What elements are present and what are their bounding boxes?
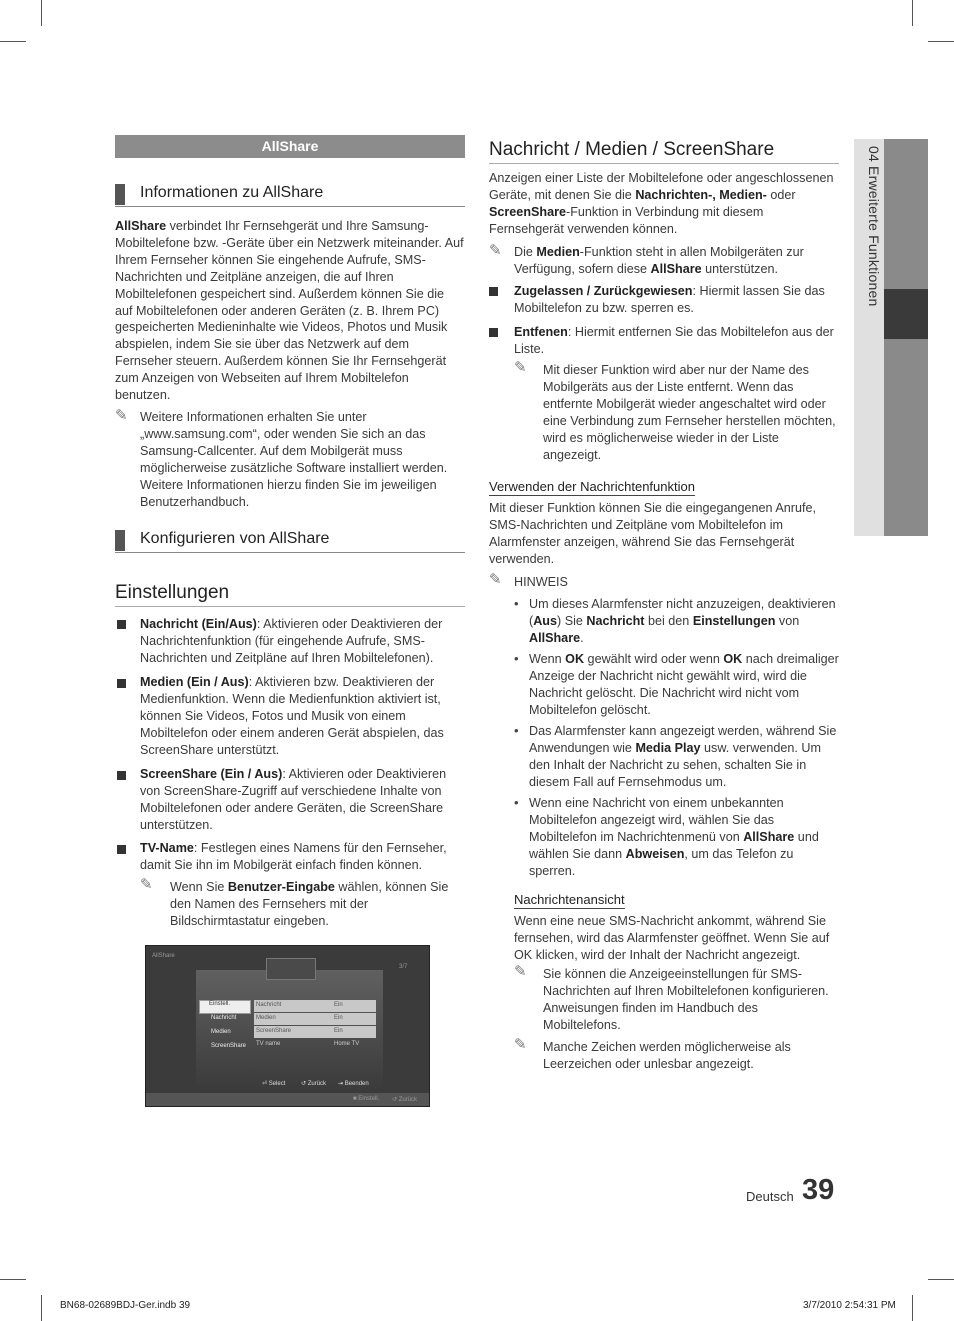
tv-menu-item-settings: Einstell.: [199, 1000, 251, 1014]
note-pencil-icon: ✎: [514, 359, 527, 376]
tv-menu-item-screenshare: ScreenShare: [211, 1043, 247, 1049]
page-language: Deutsch: [746, 1189, 794, 1204]
heading-marker: [115, 184, 125, 205]
bullet-dot-icon: •: [514, 723, 519, 738]
square-bullet-icon: [489, 328, 498, 337]
square-bullet-icon: [117, 679, 126, 688]
tv-settings-table: [254, 1000, 376, 1080]
note-pencil-icon: ✎: [140, 876, 153, 893]
setting-media: Medien (Ein / Aus): Aktivieren bzw. Deaktivieren der Medienfunktion. Wenn die Medienfunktion aktiviert ist, können Sie Videos, Fotos und Musik von einem Mobiltelefon oder einem anderen Gerät abspielen, das ScreenShare unterstützt.: [140, 675, 444, 757]
message-note-chars: Manche Zeichen werden möglicherweise als Leerzeichen oder unlesbar angezeigt.: [543, 1040, 791, 1071]
bullet-dot-icon: •: [514, 795, 519, 810]
allow-item: Zugelassen / Zurückgewiesen: Hiermit lassen Sie das Mobiltelefon zu bzw. sperren es.: [514, 284, 825, 315]
remove-item: Entfenen: Hiermit entfernen Sie das Mobiltelefon aus der Liste.: [514, 325, 834, 356]
note-pencil-icon: ✎: [489, 571, 502, 588]
tv-title: AllShare: [152, 953, 175, 959]
info-paragraph: AllShare verbindet Ihr Fernsehgerät und Ihre Samsung-Mobiltelefone bzw. -Geräte über ein Netzwerk miteinander. Auf Ihrem Fernseher können Sie eingehende Aufrufe, SMS-Nachrichten und Zeitpläne anzeigen, die auf Ihren Mobiltelefonen gespeichert sind. Außerdem können Sie die auf Mobiltelefonen oder anderen Geräten (z. B. Ihrem PC) gespeicherten Medieninhalte wie Videos, Photos und Musik abspielen, indem Sie sie über das Netzwerk auf dem Fernseher steuern. Außerdem können Sie Ihr Fernsehgerät zum Anzeigen von Webseiten auf Ihrem Mobiltelefon benutzen.: [115, 219, 464, 403]
setting-screenshare: ScreenShare (Ein / Aus): Aktivieren oder Deaktivieren von ScreenShare-Zugriff auf verschiedene Inhalte von Mobiltelefonen oder andere Geräten, die ScreenShare unterstützen.: [140, 767, 447, 832]
setting-tvname: TV-Name: Festlegen eines Namens für den Fernseher, damit Sie ihn im Mobilgerät einfach finden können.: [140, 841, 447, 872]
tv-menu-item-media: Medien: [211, 1029, 231, 1035]
tv-menu-item-message: Nachricht: [211, 1015, 237, 1021]
tv-row: Nachricht Ein: [254, 1000, 376, 1012]
message-view-paragraph: Wenn eine neue SMS-Nachricht ankommt, während Sie fernsehen, wird das Alarmfenster geöffnet. Wenn Sie auf OK klicken, wird der Inhalt der Nachricht angezeigt.: [514, 914, 830, 962]
message-note-settings: Sie können die Anzeigeeinstellungen für SMS-Nachrichten auf Ihren Mobiltelefonen konfigurieren. Anweisungen finden im Handbuch des Mobiltelefons.: [543, 967, 829, 1032]
tv-row: TV name Home TV: [256, 1041, 360, 1047]
message-view-heading: Nachrichtenansicht: [514, 892, 625, 907]
tv-menu-panel: [196, 970, 383, 1093]
note-pencil-icon: ✎: [115, 407, 128, 424]
tv-exit-hint: ⇥ Beenden: [338, 1081, 369, 1087]
side-tab-segment: [884, 139, 928, 289]
footer-file: BN68-02689BDJ-Ger.indb 39: [60, 1300, 191, 1311]
tv-menu-screenshot: [145, 945, 430, 1107]
use-message-paragraph: Mit dieser Funktion können Sie die eingegangenen Anrufe, SMS-Nachrichten und Zeitpläne vom Mobiltelefon im Alarmfenster anzeigen, während Sie das Fernsehgerät verwenden.: [489, 501, 816, 566]
note-pencil-icon: ✎: [514, 1036, 527, 1053]
settings-heading: Einstellungen: [115, 582, 465, 607]
side-tab-active-segment: [884, 289, 928, 339]
square-bullet-icon: [117, 620, 126, 629]
crop-mark: [912, 0, 913, 26]
crop-mark: [928, 1279, 954, 1280]
tv-row: ScreenShare Ein: [254, 1026, 376, 1038]
hinweis-bullet: Wenn OK gewählt wird oder wenn OK nach dreimaliger Anzeige der Nachricht nicht gewählt wird, wird die Nachricht gelöscht. Die Nachricht wird nicht vom Mobiltelefon gelöscht.: [529, 652, 839, 717]
tv-back-hint: ↺ Zurück: [301, 1081, 327, 1087]
tv-page-indicator: 3/7: [399, 964, 408, 970]
setting-message: Nachricht (Ein/Aus): Aktivieren oder Deaktivieren der Nachrichtenfunktion (für eingehende Aufrufe, SMS-Nachrichten und Zeitpläne auf Ihren Mobiltelefonen).: [140, 617, 443, 665]
info-note: Weitere Informationen erhalten Sie unter „www.samsung.com“, oder wenden Sie sich an das Samsung-Callcenter. Auf dem Mobilgerät muss möglicherweise zusätzliche Software installiert werden. Weitere Informationen hierzu finden Sie im jeweiligen Benutzerhandbuch.: [140, 410, 448, 509]
crop-mark: [41, 1295, 42, 1321]
crop-mark: [928, 41, 954, 42]
hinweis-bullet: Wenn eine Nachricht von einem unbekannten Mobiltelefon angezeigt wird, wählen Sie das Mobiltelefon im Nachrichtenmenü von AllShare und wählen Sie dann Abweisen, um das Telefon zu sperren.: [529, 796, 819, 878]
page-number: 39: [802, 1174, 835, 1206]
tv-bottom-bar: ■ Einstell. ↺ Zurück: [146, 1093, 429, 1106]
square-bullet-icon: [117, 771, 126, 780]
right-note-media: Die Medien-Funktion steht in allen Mobilgeräten zur Verfügung, sofern diese AllShare unterstützen.: [514, 245, 804, 276]
config-heading: Konfigurieren von AllShare: [115, 530, 465, 553]
crop-mark: [0, 41, 26, 42]
side-tab-segment: [884, 339, 928, 536]
tvname-note: Wenn Sie Benutzer-Eingabe wählen, können Sie den Namen des Fernsehers mit der Bildschirmtastatur eingeben.: [170, 880, 449, 928]
square-bullet-icon: [117, 845, 126, 854]
crop-mark: [0, 1279, 26, 1280]
hinweis-bullet: Das Alarmfenster kann angezeigt werden, während Sie Anwendungen wie Media Play usw. verwenden. Um den Inhalt der Nachricht zu sehen, schalten Sie in diesem Fall auf Fernsehmodus um.: [529, 724, 837, 789]
tv-icon: [266, 958, 316, 980]
info-heading: Informationen zu AllShare: [115, 184, 465, 207]
hinweis-bullet: Um dieses Alarmfenster nicht anzuzeigen, deaktivieren (Aus) Sie Nachricht bei den Einstellungen von AllShare.: [529, 597, 836, 645]
heading-marker: [115, 530, 125, 551]
section-title-bar: AllShare: [115, 135, 465, 158]
note-pencil-icon: ✎: [489, 242, 502, 259]
remove-note: Mit dieser Funktion wird aber nur der Name des Mobilgeräts aus der Liste entfernt. Wenn das entfernte Mobilgerät wieder angeschaltet wird oder eine Verbindung zum Fernseher herstellen möchten, wird es möglicherweise wieder in der Liste angezeigt.: [543, 363, 836, 462]
use-message-heading: Verwenden der Nachrichtenfunktion: [489, 479, 695, 494]
footer-timestamp: 3/7/2010 2:54:31 PM: [803, 1300, 896, 1311]
side-tab-label: 04 Erweiterte Funktionen: [866, 146, 882, 307]
tv-row: Medien Ein: [254, 1013, 376, 1025]
bullet-dot-icon: •: [514, 651, 519, 666]
note-pencil-icon: ✎: [514, 963, 527, 980]
bullet-dot-icon: •: [514, 596, 519, 611]
crop-mark: [41, 0, 42, 26]
hinweis-label: HINWEIS: [514, 575, 568, 589]
tv-select-hint: ⏎ Select: [262, 1081, 286, 1087]
square-bullet-icon: [489, 287, 498, 296]
crop-mark: [912, 1295, 913, 1321]
right-heading: Nachricht / Medien / ScreenShare: [489, 139, 839, 164]
right-intro: Anzeigen einer Liste der Mobiltelefone oder angeschlossenen Geräte, mit denen Sie die Nachrichten-, Medien- oder ScreenShare-Funktion in Verbindung mit diesem Fernsehgerät verwenden können.: [489, 171, 834, 236]
